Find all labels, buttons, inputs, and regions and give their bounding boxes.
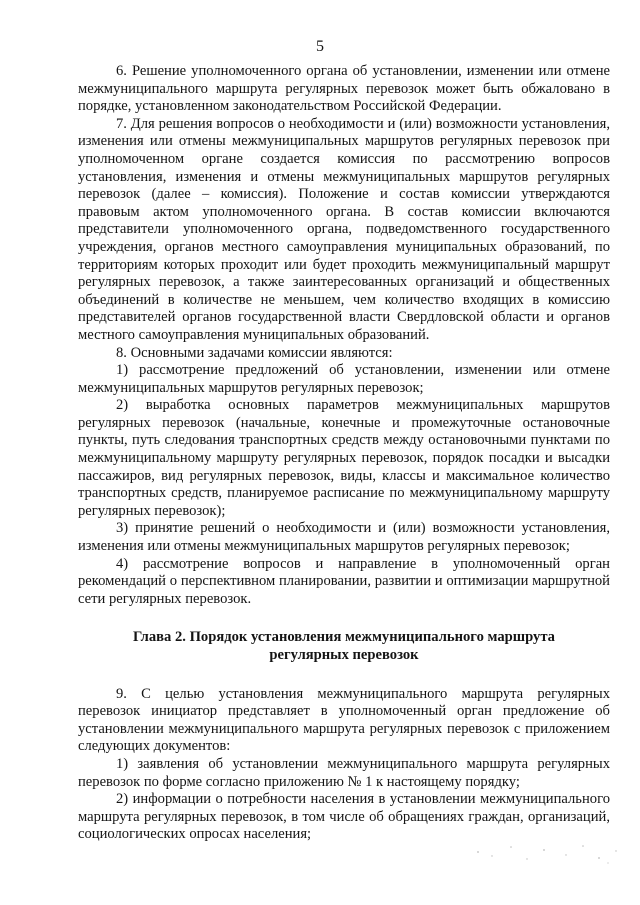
paragraph-7: 7. Для решения вопросов о необходимости и (или) возможности установления, изменения или отмены межмуниципальных маршрутов регулярных перевозок при уполномоченном органе создается комиссия по рассмотрению вопросов установления, изменения и отмены межмуниципальных маршрутов регулярных перевозок (далее – комиссия). Положение и состав комиссии утверждаются правовым актом уполномоченного органа. В состав комиссии включаются представители уполномоченного органа, подведомственного государственного учреждения, органов местного самоуправления муниципальных образований, по территориям которых проходит или будет проходить межмуниципальный маршрут регулярных перевозок, а также заинтересованных организаций и общественных объединений в количестве не меньшем, чем количество входящих в комиссию представителей органов государственной власти Свердловской области и органов местного самоуправления муниципальных образований. (78, 115, 610, 343)
paragraph-6: 6. Решение уполномоченного органа об установлении, изменении или отмене межмуниципального маршрута регулярных перевозок может быть обжаловано в порядке, установленном законодательством Российской Федерации. (78, 63, 610, 115)
list-item-9-1: 1) заявления об установлении межмуниципального маршрута регулярных перевозок по форме согласно приложению № 1 к настоящему порядку; (78, 755, 610, 790)
list-item-9-2: 2) информации о потребности населения в установлении межмуниципального маршрута регулярных перевозок, в том числе об обращениях граждан, организаций, социологических опросах населения; (78, 791, 610, 843)
page-number: 5 (316, 38, 324, 55)
list-item-8-4: 4) рассмотрение вопросов и направление в уполномоченный орган рекомендаций о перспективном планировании, развитии и оптимизации маршрутной сети регулярных перевозок. (78, 555, 610, 607)
list-item-8-3: 3) принятие решений о необходимости и (или) возможности установления, изменения или отмены межмуниципальных маршрутов регулярных перевозок; (78, 520, 610, 555)
paragraph-9: 9. С целью установления межмуниципального маршрута регулярных перевозок инициатор представляет в уполномоченный орган предложение об установлении межмуниципального маршрута регулярных перевозок с приложением следующих документов: (78, 685, 610, 755)
scan-noise-marks (470, 838, 630, 868)
list-item-8-1: 1) рассмотрение предложений об установлении, изменении или отмене межмуниципальных маршрутов регулярных перевозок; (78, 362, 610, 396)
paragraph-8: 8. Основными задачами комиссии являются: (116, 344, 393, 361)
document-body (78, 63, 610, 844)
list-item-8-2: 2) выработка основных параметров межмуниципальных маршрутов регулярных перевозок (начальные, конечные и промежуточные остановочные пункты, путь следования транспортных средств между остановочными пунктами по межмуниципальному маршруту регулярных перевозок, порядок посадки и высадки пассажиров, вид регулярных перевозок, виды, классы и максимальное количество транспортных средств, планируемое расписание по межмуниципальному маршруту регулярных перевозок); (78, 397, 610, 519)
chapter-heading: Глава 2. Порядок установления межмуниципального маршрута регулярных перевозок (133, 629, 555, 663)
